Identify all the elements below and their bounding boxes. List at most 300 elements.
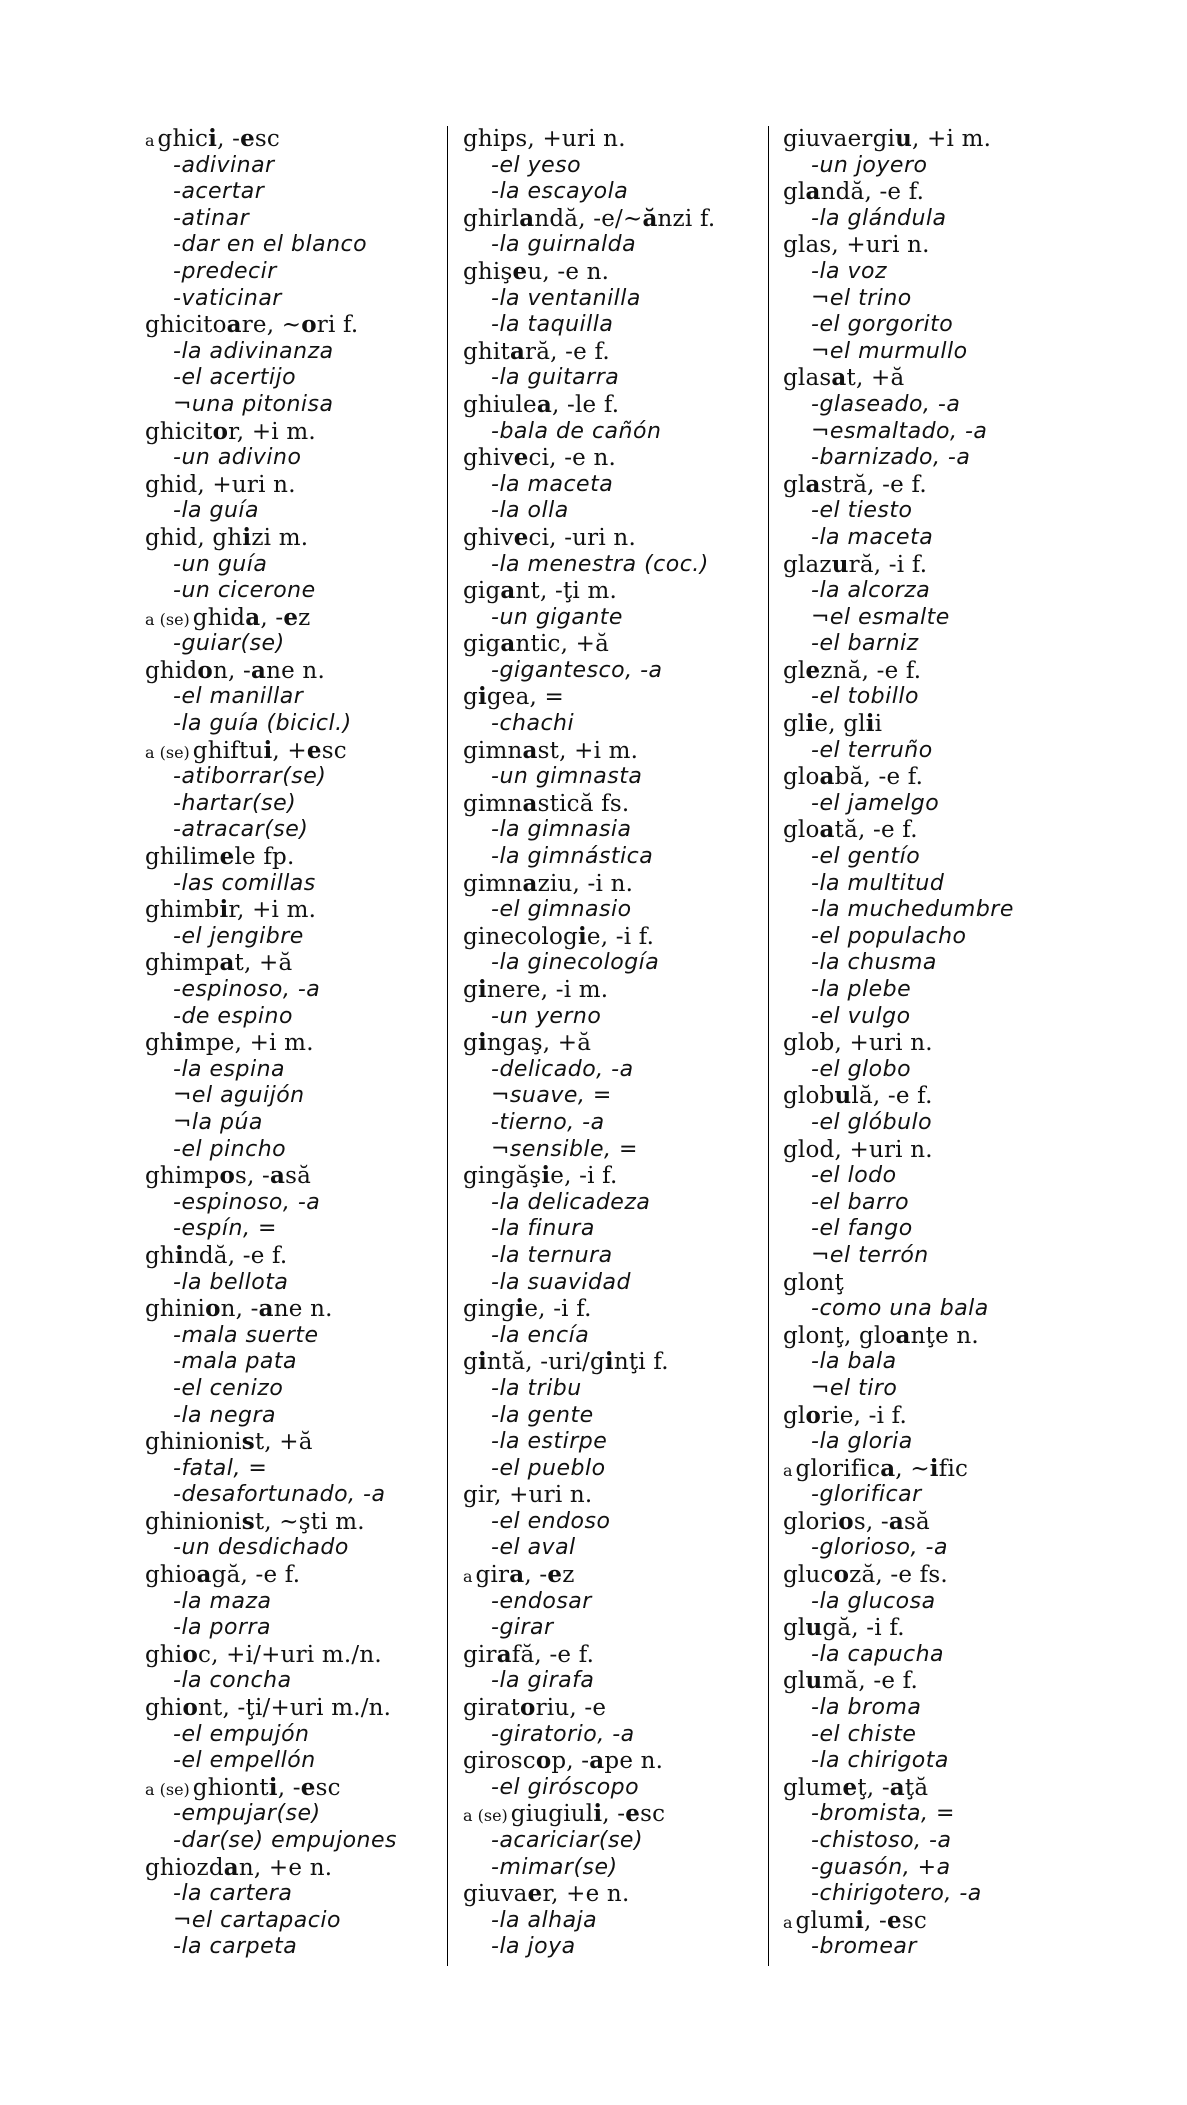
headword-line bbox=[783, 1030, 1053, 1057]
translation-line bbox=[783, 1429, 1053, 1456]
translation: ¬el esmalte bbox=[811, 604, 950, 630]
translation-line bbox=[145, 1881, 445, 1908]
translation-line bbox=[145, 977, 445, 1004]
translation-line bbox=[463, 419, 763, 446]
headword-text: c, +i/+uri m./n. bbox=[198, 1641, 382, 1668]
stressed-letter: o bbox=[301, 311, 317, 339]
translation-line bbox=[783, 339, 1053, 366]
headword-text: mpe, +i m. bbox=[183, 1030, 314, 1057]
translation-line bbox=[463, 1855, 763, 1882]
headword-text: ghi bbox=[145, 1641, 183, 1668]
headword-text: giugiul bbox=[510, 1801, 594, 1828]
headword bbox=[463, 1642, 594, 1668]
translation: -la gloria bbox=[811, 1429, 913, 1455]
translation: -la adivinanza bbox=[173, 338, 334, 364]
translation: -la bellota bbox=[173, 1269, 289, 1295]
translation: ¬esmaltado, -a bbox=[811, 418, 988, 444]
headword-text: , - bbox=[864, 1907, 887, 1934]
headword-line bbox=[783, 764, 1053, 791]
translation-line bbox=[783, 684, 1053, 711]
stressed-letter: a bbox=[522, 736, 538, 764]
headword bbox=[783, 1509, 930, 1535]
headword bbox=[145, 1163, 311, 1189]
headword bbox=[463, 684, 564, 710]
translation-line bbox=[145, 1801, 445, 1828]
headword-line bbox=[145, 1509, 445, 1536]
translation-line bbox=[783, 977, 1053, 1004]
translation: -la negra bbox=[173, 1402, 276, 1428]
headword-text: glob bbox=[783, 1083, 835, 1110]
translation-line bbox=[783, 1695, 1053, 1722]
headword-text: ghinioni bbox=[145, 1429, 242, 1456]
stressed-letter: o bbox=[833, 1561, 850, 1589]
headword-text: ghinioni bbox=[145, 1508, 242, 1535]
headword-text: stică fs. bbox=[537, 790, 630, 817]
headword-text: ghid bbox=[145, 657, 198, 684]
translation-line bbox=[145, 1908, 445, 1935]
stressed-letter: s bbox=[241, 1428, 255, 1456]
translation-line bbox=[463, 286, 763, 313]
stressed-letter: a bbox=[496, 1640, 512, 1668]
translation-line bbox=[145, 1748, 445, 1775]
translation: -la girafa bbox=[491, 1668, 595, 1694]
headword-text: gă, -e f. bbox=[211, 1562, 301, 1589]
stressed-letter: u bbox=[805, 1614, 823, 1642]
translation: -glorificar bbox=[811, 1482, 922, 1508]
headword bbox=[145, 1509, 365, 1535]
headword bbox=[145, 1243, 287, 1269]
translation-line bbox=[145, 924, 445, 951]
column-2 bbox=[463, 126, 763, 1961]
translation-line bbox=[463, 1589, 763, 1616]
headword-text: nţi f. bbox=[613, 1349, 669, 1376]
verb-prefix: a bbox=[145, 131, 155, 150]
headword-text: z bbox=[562, 1562, 575, 1589]
headword-text: , - bbox=[524, 1562, 548, 1589]
headword-line bbox=[463, 206, 763, 233]
headword bbox=[145, 1642, 382, 1668]
translation-line bbox=[783, 844, 1053, 871]
headword bbox=[783, 817, 918, 843]
headword-text: glori bbox=[783, 1508, 839, 1535]
headword-text: glaz bbox=[783, 551, 832, 578]
translation-line bbox=[783, 445, 1053, 472]
translation: -el jengibre bbox=[173, 923, 304, 949]
stressed-letter: i bbox=[604, 1348, 614, 1376]
headword bbox=[476, 1562, 575, 1588]
headword-line bbox=[463, 791, 763, 818]
translation: -el fango bbox=[811, 1216, 913, 1242]
column-divider bbox=[447, 126, 448, 1966]
translation-line bbox=[783, 1216, 1053, 1243]
headword bbox=[463, 1296, 592, 1322]
translation: -el gimnasio bbox=[491, 897, 632, 923]
stressed-letter: a bbox=[880, 1454, 896, 1482]
translation: -chistoso, -a bbox=[811, 1828, 952, 1853]
headword-text: stră, -e f. bbox=[820, 471, 927, 498]
translation-line bbox=[783, 1163, 1053, 1190]
translation-line bbox=[463, 1190, 763, 1217]
headword-line bbox=[783, 1323, 1053, 1350]
headword-text: ghi bbox=[145, 1695, 183, 1722]
stressed-letter: a bbox=[509, 337, 526, 365]
translation: -bala de cañón bbox=[491, 418, 662, 444]
headword-text: gig bbox=[463, 578, 501, 605]
stressed-letter: a bbox=[831, 364, 847, 392]
column-3 bbox=[783, 126, 1053, 1961]
headword bbox=[463, 1163, 618, 1189]
translation: -el empujón bbox=[173, 1721, 310, 1747]
translation: -la alhaja bbox=[491, 1907, 598, 1933]
headword-text: gingăş bbox=[463, 1163, 542, 1190]
translation: -la maza bbox=[173, 1588, 272, 1614]
stressed-letter: e bbox=[805, 656, 821, 684]
translation-line bbox=[463, 1535, 763, 1562]
headword-text: ţă bbox=[904, 1774, 929, 1801]
translation: -un guía bbox=[173, 551, 268, 577]
headword bbox=[158, 126, 280, 152]
translation: -tierno, -a bbox=[491, 1109, 605, 1135]
translation: -delicado, -a bbox=[491, 1056, 634, 1082]
translation-line bbox=[145, 764, 445, 791]
headword-text: ci, -e n. bbox=[528, 445, 617, 472]
headword-text: ghicito bbox=[145, 312, 227, 339]
headword bbox=[783, 232, 930, 258]
translation: -el acertijo bbox=[173, 365, 297, 391]
headword bbox=[463, 871, 633, 897]
headword-text: fă, -e f. bbox=[511, 1641, 595, 1668]
translation: -el manillar bbox=[173, 684, 304, 710]
headword-text: glum bbox=[795, 1907, 856, 1934]
headword-line bbox=[463, 738, 763, 765]
translation: -un cicerone bbox=[173, 578, 316, 604]
translation: -el yeso bbox=[491, 152, 582, 178]
translation-line bbox=[783, 578, 1053, 605]
translation-line bbox=[783, 286, 1053, 313]
headword-line bbox=[783, 1270, 1053, 1297]
headword-line bbox=[783, 232, 1053, 259]
verb-prefix: a (se) bbox=[463, 1806, 508, 1826]
translation-line bbox=[783, 791, 1053, 818]
translation-line bbox=[783, 1296, 1053, 1323]
headword-line bbox=[145, 738, 445, 765]
headword-line bbox=[783, 1908, 1053, 1935]
translation-line bbox=[145, 1828, 445, 1855]
translation-line bbox=[145, 711, 445, 738]
headword-text: gh bbox=[145, 1030, 175, 1057]
translation: -el lodo bbox=[811, 1163, 897, 1189]
translation-line bbox=[145, 1615, 445, 1642]
stressed-letter: a bbox=[522, 869, 538, 897]
headword-text: ne n. bbox=[273, 1296, 333, 1323]
headword-text: nzi f. bbox=[657, 205, 716, 232]
headword-text: n, +e n. bbox=[238, 1854, 333, 1881]
translation: -un yerno bbox=[491, 1003, 602, 1029]
translation-line bbox=[463, 1216, 763, 1243]
translation: -el empellón bbox=[173, 1748, 316, 1774]
translation: -un joyero bbox=[811, 152, 928, 178]
headword-text: ghilim bbox=[145, 844, 220, 871]
headword-text: ghimb bbox=[145, 897, 220, 924]
translation-line bbox=[145, 631, 445, 658]
headword-text: ndă, -e/~ bbox=[534, 205, 643, 232]
headword-text: , ~ bbox=[895, 1455, 930, 1482]
stressed-letter: o bbox=[219, 1162, 235, 1190]
headword bbox=[783, 1403, 907, 1429]
stressed-letter: a bbox=[509, 1561, 525, 1589]
translation-line bbox=[463, 950, 763, 977]
translation-line bbox=[145, 1323, 445, 1350]
stressed-letter: a bbox=[819, 763, 835, 791]
translation: -girar bbox=[491, 1615, 554, 1641]
translation-line bbox=[145, 153, 445, 180]
translation: -la guía bbox=[173, 498, 260, 524]
headword bbox=[783, 365, 904, 391]
translation-line bbox=[145, 259, 445, 286]
translation-line bbox=[145, 206, 445, 233]
headword-line bbox=[145, 1695, 445, 1722]
translation: -glorioso, -a bbox=[811, 1535, 948, 1561]
translation-line bbox=[145, 1934, 445, 1961]
translation-line bbox=[463, 1775, 763, 1802]
translation: -giratorio, -a bbox=[491, 1721, 635, 1747]
headword-text: ndă, -e f. bbox=[820, 179, 925, 206]
translation: -dar(se) empujones bbox=[173, 1828, 397, 1853]
translation: -el glóbulo bbox=[811, 1109, 933, 1135]
headword-line bbox=[463, 1349, 763, 1376]
stressed-letter: e bbox=[240, 125, 255, 152]
headword-text: ngaş, +ă bbox=[486, 1030, 592, 1057]
headword bbox=[463, 1482, 592, 1508]
translation-line bbox=[145, 1190, 445, 1217]
headword-text: e, -i f. bbox=[524, 1296, 592, 1323]
translation-line bbox=[783, 1535, 1053, 1562]
headword bbox=[463, 791, 629, 817]
translation: -adivinar bbox=[173, 152, 275, 178]
translation-line bbox=[463, 232, 763, 259]
translation: -acertar bbox=[173, 179, 265, 205]
translation: ¬el aguijón bbox=[173, 1083, 305, 1109]
headword-line bbox=[463, 1748, 763, 1775]
headword bbox=[145, 525, 308, 551]
headword-text: nere, -i m. bbox=[486, 977, 609, 1003]
headword-line bbox=[463, 1163, 763, 1190]
headword-text: gir, +uri n. bbox=[463, 1482, 593, 1509]
headword bbox=[463, 924, 654, 950]
translation: -la ventanilla bbox=[491, 285, 641, 311]
headword-text: g bbox=[463, 684, 478, 711]
headword-text: ghiont bbox=[192, 1774, 269, 1801]
headword-line bbox=[463, 339, 763, 366]
stressed-letter: e bbox=[283, 603, 299, 631]
headword-text: mă, -e f. bbox=[822, 1668, 919, 1695]
headword-text: e, -i f. bbox=[550, 1163, 618, 1190]
headword-text: sc bbox=[321, 737, 347, 764]
headword-text: gl bbox=[783, 1668, 806, 1695]
stressed-letter: a bbox=[522, 789, 538, 817]
translation-line bbox=[783, 924, 1053, 951]
translation: -la guía (bicicl.) bbox=[173, 711, 352, 737]
headword-text: ghio bbox=[145, 1562, 197, 1589]
headword-text: ghid bbox=[192, 604, 246, 631]
translation-line bbox=[145, 1722, 445, 1749]
translation-line bbox=[145, 1270, 445, 1297]
stressed-letter: e bbox=[306, 736, 322, 764]
translation: -dar en el blanco bbox=[173, 232, 368, 258]
translation: -la cartera bbox=[173, 1881, 293, 1907]
translation-line bbox=[783, 1057, 1053, 1084]
headword-line bbox=[463, 631, 763, 658]
headword-line bbox=[783, 1083, 1053, 1110]
headword-line bbox=[783, 1775, 1053, 1802]
translation-line bbox=[145, 498, 445, 525]
headword bbox=[463, 525, 636, 551]
translation: -un desdichado bbox=[173, 1535, 349, 1561]
stressed-letter: a bbox=[589, 1747, 605, 1775]
headword-line bbox=[463, 1801, 763, 1828]
stressed-letter: o bbox=[838, 1507, 854, 1535]
headword-text: gimn bbox=[463, 737, 523, 764]
headword-line bbox=[783, 1456, 1053, 1483]
headword-text: e, -i f. bbox=[586, 923, 655, 950]
headword-text: ghimp bbox=[145, 1163, 220, 1190]
headword bbox=[783, 1615, 905, 1641]
headword-line bbox=[145, 1642, 445, 1669]
translation: -como una bala bbox=[811, 1296, 989, 1322]
headword bbox=[463, 977, 608, 1003]
translation-line bbox=[145, 365, 445, 392]
translation-line bbox=[145, 1456, 445, 1483]
translation: -el barniz bbox=[811, 631, 919, 657]
headword bbox=[783, 1030, 933, 1056]
headword-line bbox=[145, 1163, 445, 1190]
headword-text: fic bbox=[938, 1455, 969, 1482]
stressed-letter: a bbox=[258, 1295, 274, 1323]
headword-line bbox=[463, 1030, 763, 1057]
translation: -la finura bbox=[491, 1216, 595, 1242]
headword bbox=[145, 950, 292, 976]
headword-text: s, - bbox=[234, 1163, 270, 1190]
headword-text: ndă, -e f. bbox=[183, 1242, 288, 1269]
headword-line bbox=[145, 658, 445, 685]
headword-line bbox=[783, 126, 1053, 153]
headword bbox=[463, 1748, 663, 1774]
headword-line bbox=[145, 419, 445, 446]
translation-line bbox=[463, 312, 763, 339]
translation: -glaseado, -a bbox=[811, 391, 961, 417]
translation: -acariciar(se) bbox=[491, 1828, 644, 1853]
translation: -el jamelgo bbox=[811, 790, 940, 816]
translation-line bbox=[463, 1270, 763, 1297]
headword-text: sc bbox=[315, 1774, 341, 1801]
headword-text: ghiv bbox=[463, 524, 514, 551]
translation-line bbox=[783, 392, 1053, 419]
translation-line bbox=[145, 1349, 445, 1376]
stressed-letter: e bbox=[625, 1800, 641, 1828]
headword-text: p, - bbox=[551, 1748, 590, 1775]
stressed-letter: a bbox=[889, 1773, 905, 1801]
headword-text: ghiş bbox=[463, 258, 513, 285]
headword-text: lă, -e f. bbox=[851, 1083, 933, 1110]
headword-line bbox=[463, 924, 763, 951]
stressed-letter: i bbox=[577, 922, 587, 950]
translation: ¬el cartapacio bbox=[173, 1907, 341, 1933]
stressed-letter: i bbox=[174, 1241, 184, 1269]
translation: -la glucosa bbox=[811, 1588, 936, 1614]
translation-line bbox=[783, 631, 1053, 658]
headword-text: gimn bbox=[463, 870, 523, 897]
headword-text: gh bbox=[145, 1242, 175, 1269]
headword-line bbox=[783, 1615, 1053, 1642]
translation: -el cenizo bbox=[173, 1375, 284, 1401]
stressed-letter: a bbox=[805, 178, 821, 206]
translation-line bbox=[463, 1722, 763, 1749]
headword bbox=[145, 1030, 314, 1056]
translation-line bbox=[145, 1376, 445, 1403]
translation: -la muchedumbre bbox=[811, 897, 1014, 923]
headword-text: t, ~şti m. bbox=[254, 1508, 365, 1535]
translation: -la espina bbox=[173, 1056, 286, 1082]
translation: -la joya bbox=[491, 1934, 576, 1960]
stressed-letter: a bbox=[250, 656, 267, 684]
translation: -mala pata bbox=[173, 1349, 297, 1375]
translation-line bbox=[145, 1403, 445, 1430]
translation-line bbox=[145, 286, 445, 313]
stressed-letter: a bbox=[500, 577, 516, 605]
translation: -la carpeta bbox=[173, 1934, 298, 1960]
headword-line bbox=[783, 658, 1053, 685]
stressed-letter: a bbox=[223, 1853, 239, 1881]
headword-line bbox=[783, 711, 1053, 738]
headword bbox=[783, 179, 924, 205]
translation: -el endoso bbox=[491, 1508, 611, 1534]
headword bbox=[783, 1562, 948, 1588]
headword-text: gl bbox=[783, 711, 806, 738]
translation-line bbox=[783, 312, 1053, 339]
stressed-letter: o bbox=[805, 1401, 822, 1429]
translation: -la voz bbox=[811, 258, 888, 284]
headword-text: ghirl bbox=[463, 205, 520, 232]
stressed-letter: i bbox=[865, 710, 875, 738]
translation: -barnizado, -a bbox=[811, 445, 971, 471]
translation-line bbox=[783, 1376, 1053, 1403]
translation: -un adivino bbox=[173, 445, 302, 471]
translation: -la escayola bbox=[491, 179, 629, 205]
headword bbox=[193, 738, 347, 764]
stressed-letter: i bbox=[515, 1295, 525, 1323]
verb-prefix: a (se) bbox=[145, 742, 190, 762]
translation: -atinar bbox=[173, 205, 250, 231]
stressed-letter: e bbox=[887, 1906, 902, 1934]
translation: -la ginecología bbox=[491, 950, 660, 976]
translation-line bbox=[463, 844, 763, 871]
translation: -el pueblo bbox=[491, 1455, 606, 1481]
translation: -la concha bbox=[173, 1668, 292, 1694]
stressed-letter: a bbox=[895, 1321, 911, 1349]
translation: -un gimnasta bbox=[491, 764, 643, 790]
translation-line bbox=[783, 871, 1053, 898]
headword-line bbox=[783, 472, 1053, 499]
translation-line bbox=[783, 206, 1053, 233]
stressed-letter: i bbox=[242, 523, 252, 551]
stressed-letter: a bbox=[500, 630, 516, 658]
translation-line bbox=[463, 605, 763, 632]
headword bbox=[796, 1456, 969, 1482]
headword-line bbox=[145, 1296, 445, 1323]
headword-text: ne n. bbox=[266, 657, 325, 684]
translation-line bbox=[783, 259, 1053, 286]
headword-line bbox=[783, 365, 1053, 392]
